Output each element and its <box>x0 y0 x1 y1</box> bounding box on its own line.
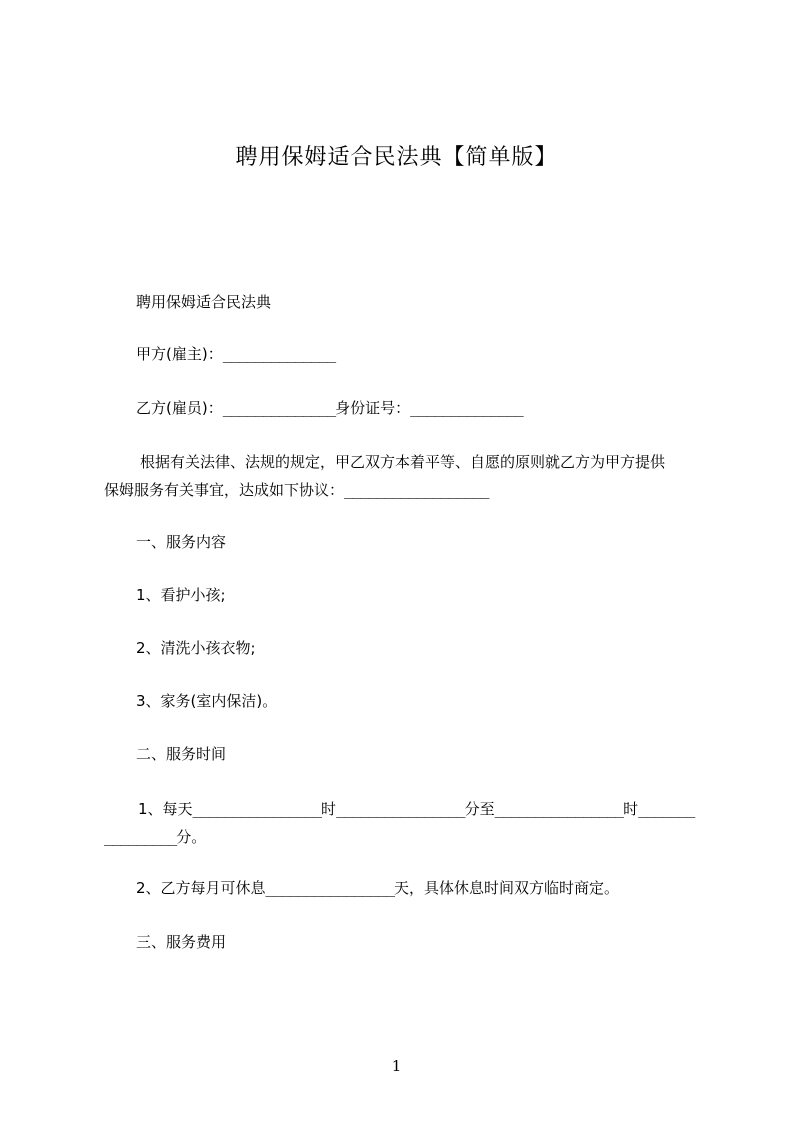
intro-line-1: 根据有关法律、法规的规定，甲乙双方本着平等、自愿的原则就乙方为甲方提供 <box>140 453 666 471</box>
minute-to-label: 分至 <box>464 800 495 818</box>
end-minute-blank-part2: _________ <box>104 828 177 846</box>
section-1-item-2: 2、清洗小孩衣物; <box>136 639 256 657</box>
start-hour-blank: ________________ <box>192 800 322 818</box>
document-subtitle: 聘用保姆适合民法典 <box>136 293 272 311</box>
rest-days-label: 2、乙方每月可休息 <box>136 879 266 897</box>
rest-days-blank: ________________ <box>265 879 395 897</box>
party-a-line <box>136 344 335 364</box>
id-blank: ______________ <box>410 399 523 417</box>
party-a-blank: ______________ <box>222 345 336 363</box>
document-title: 聘用保姆适合民法典【简单版】 <box>235 145 558 170</box>
start-minute-blank: ________________ <box>336 800 465 818</box>
section-1-item-1: 1、看护小孩; <box>136 586 226 604</box>
section-1-item-3: 3、家务(室内保洁)。 <box>136 692 278 710</box>
party-a-label: 甲方(雇主)： <box>136 345 223 363</box>
intro-line-2-text: 保姆服务有关事宜，达成如下协议： <box>104 481 345 499</box>
section-3-heading: 三、服务费用 <box>136 933 227 951</box>
section-2-item-1 <box>104 795 704 851</box>
rest-days-suffix: 天，具体休息时间双方临时商定。 <box>394 879 620 897</box>
party-b-label: 乙方(雇员)： <box>136 399 223 417</box>
minute-label-end: 分。 <box>176 828 207 846</box>
end-hour-blank: ________________ <box>494 800 624 818</box>
section-1-heading: 一、服务内容 <box>136 533 227 551</box>
intro-blank: __________________ <box>344 481 489 499</box>
daily-label: 1、每天 <box>138 800 193 818</box>
intro-line-2 <box>104 476 704 504</box>
party-b-blank: ______________ <box>222 399 336 417</box>
hour-label-2: 时 <box>623 800 639 818</box>
party-b-line <box>136 398 523 418</box>
id-label: 身份证号： <box>335 399 411 417</box>
section-2-item-2 <box>136 878 619 898</box>
section-2-heading: 二、服务时间 <box>136 745 227 763</box>
intro-paragraph <box>104 448 704 504</box>
end-minute-blank-part1: _______ <box>638 800 695 818</box>
page-number: 1 <box>391 1057 402 1075</box>
hour-label-1: 时 <box>321 800 337 818</box>
